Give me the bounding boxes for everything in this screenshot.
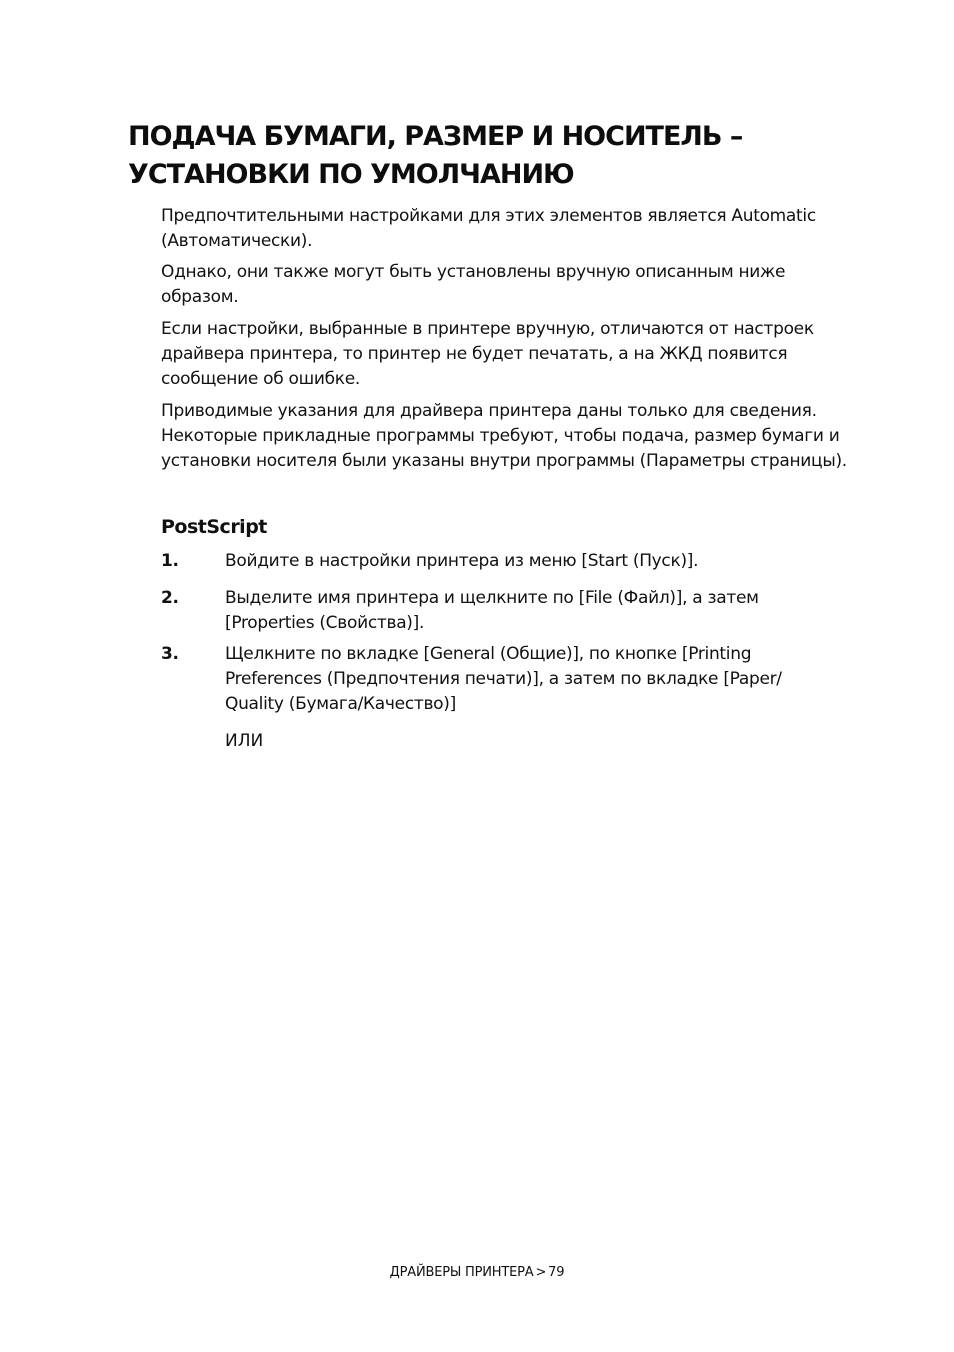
footer-separator: >: [535, 1265, 547, 1280]
paragraph-error: Если настройки, выбранные в принтере вручную, отличаются от настроек драйвера принтера, то принтер не будет печатать, а на ЖКД появится сообщение об ошибке.: [161, 319, 814, 389]
page-title: [128, 118, 888, 194]
page-title-line-1: ПОДАЧА БУМАГИ, РАЗМЕР И НОСИТЕЛЬ –: [128, 121, 743, 152]
step-number: 2.: [161, 588, 179, 608]
footer-page-number: 79: [548, 1265, 565, 1280]
page-footer: [0, 1264, 954, 1282]
paragraph-reference: Приводимые указания для драйвера принтера даны только для сведения. Некоторые прикладные программы требуют, чтобы подача, размер бумаги и установки носителя были указаны внутри программы (Параметры страницы).: [161, 401, 847, 471]
step-text: Щелкните по вкладке [General (Общие)], по кнопке [Printing Preferences (Предпочтения печати)], а затем по вкладке [Paper/ Quality (Бумага/Качество)]: [225, 644, 782, 714]
step-text: Выделите имя принтера и щелкните по [File (Файл)], а затем [Properties (Свойства)].: [225, 588, 759, 633]
step-number: 1.: [161, 551, 179, 571]
footer-section-title: ДРАЙВЕРЫ ПРИНТЕРА: [389, 1265, 534, 1280]
step-text: Войдите в настройки принтера из меню [Start (Пуск)].: [225, 551, 699, 571]
or-label: ИЛИ: [225, 731, 264, 751]
page-title-line-2: УСТАНОВКИ ПО УМОЛЧАНИЮ: [128, 159, 574, 190]
paragraph-automatic: Предпочтительными настройками для этих элементов является Automatic (Автоматически).: [161, 206, 816, 251]
step-number: 3.: [161, 644, 179, 664]
section-heading-postscript: PostScript: [161, 516, 267, 538]
paragraph-manual: Однако, они также могут быть установлены вручную описанным ниже образом.: [161, 262, 786, 307]
